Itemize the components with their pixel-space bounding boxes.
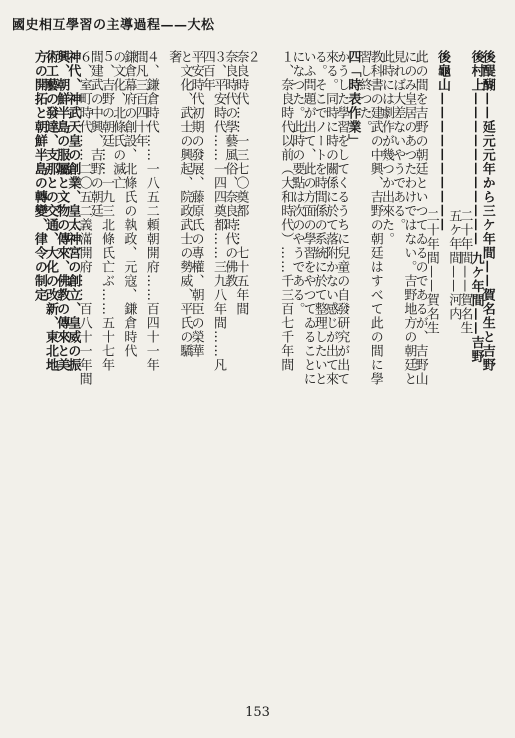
text-column: 二十年間——賀名生 — [457, 50, 473, 336]
text-column: ４、鎌倉時代……一八五二頼朝開府……百四十一年 — [143, 50, 159, 372]
text-column: 習し終つた。 — [356, 50, 372, 134]
text-column: 見れば大差ないやうである。 — [390, 50, 406, 232]
text-column: 奢 — [166, 50, 182, 64]
text-column: 後醍醐——延元元年から三ケ年間——賀名生と吉野 — [479, 50, 495, 372]
text-column: 來る。同時に時の關係に於て落附かない感じが出て來 — [323, 50, 338, 386]
text-column: １、奈良時代以前（大和時代）……千三百七千年間 — [278, 50, 294, 372]
text-column: 四百年 — [199, 50, 215, 92]
text-column: 後村上——————————— 九ケ年間——吉野 — [468, 50, 484, 364]
text-column: る。そこでノートを時間係の系統に於て整理したいと — [311, 50, 327, 386]
text-column: 間建武の中興、吉野の朝廷 — [87, 50, 103, 218]
text-column: 五ケ年間——河内 — [446, 50, 462, 322]
text-column: の文化、北條氏の滅亡 — [110, 50, 126, 190]
text-column: いふ問題が出て、此の方面の學習をやつてゐることに — [300, 50, 316, 386]
text-column: にのみ皇居のあつたわけではない。吉野地方の朝廷と — [401, 50, 417, 386]
text-column: 此時には劇作が幾つか出來た。 — [379, 50, 394, 246]
vertical-text-body — [31, 50, 495, 695]
text-column: 教科書の建武の中興、吉野の朝廷はすべて此の間に學 — [367, 50, 383, 386]
text-column: ５、吉野の朝廷……一九三北條氏亡ぶ……五十七年 — [99, 50, 114, 372]
text-column: になつた。此時の要點は次のやうである。 — [289, 50, 305, 316]
running-header: 國史相互學習の主導過程——大松 — [12, 18, 215, 33]
text-column: 此の間を吉野の朝廷といつてゐるのであるが、吉野山 — [412, 50, 428, 386]
text-column: かうした學習をしてくるうちに兒童の自發研究が出て — [334, 50, 350, 386]
page-number: 153 — [245, 705, 270, 720]
text-column: 後龜山—————————— — [435, 50, 450, 232]
text-column: 奈良時代……一三七〇奠都……七十五年間 — [233, 50, 249, 316]
text-column: 平安時代初期の發展、藤原氏の專權、朝臣の榮華 — [188, 50, 204, 358]
text-column: 奈良時代の學藝風俗、奈良時代の佛教 — [222, 50, 238, 288]
text-column: ３、平安時代……一四四奠都……三九八年間……凡 — [211, 50, 226, 372]
text-column: ２ — [244, 50, 260, 64]
text-column: 方の開拓と朝鮮半島の轉變、律令の制定 — [31, 50, 47, 302]
text-column: と文化、武士の興起、院政武士の勢威、平氏の驕 — [177, 50, 193, 358]
text-column: 術工藝の發達、支那との交通、大化の改新、東北地 — [43, 50, 58, 372]
text-column: 神代、神武天皇の創業、皇太神宮の創立、皇威の振 — [65, 50, 81, 372]
text-column: 二十年間——賀名生 — [423, 50, 439, 336]
text-column: ６、室町時代……二〇五二義滿開府……百八十一年間 — [76, 50, 92, 386]
text-column: 四「時表作業」 — [345, 50, 361, 148]
text-column: 鎌倉幕府の創設、北條氏の執政、元寇、鎌倉時代 — [121, 50, 137, 358]
text-column: 間凡三百四十年 — [132, 50, 148, 148]
text-column: 興、朝鮮半島の服屬と文物の傳來、佛教の傳來と美 — [54, 50, 70, 372]
